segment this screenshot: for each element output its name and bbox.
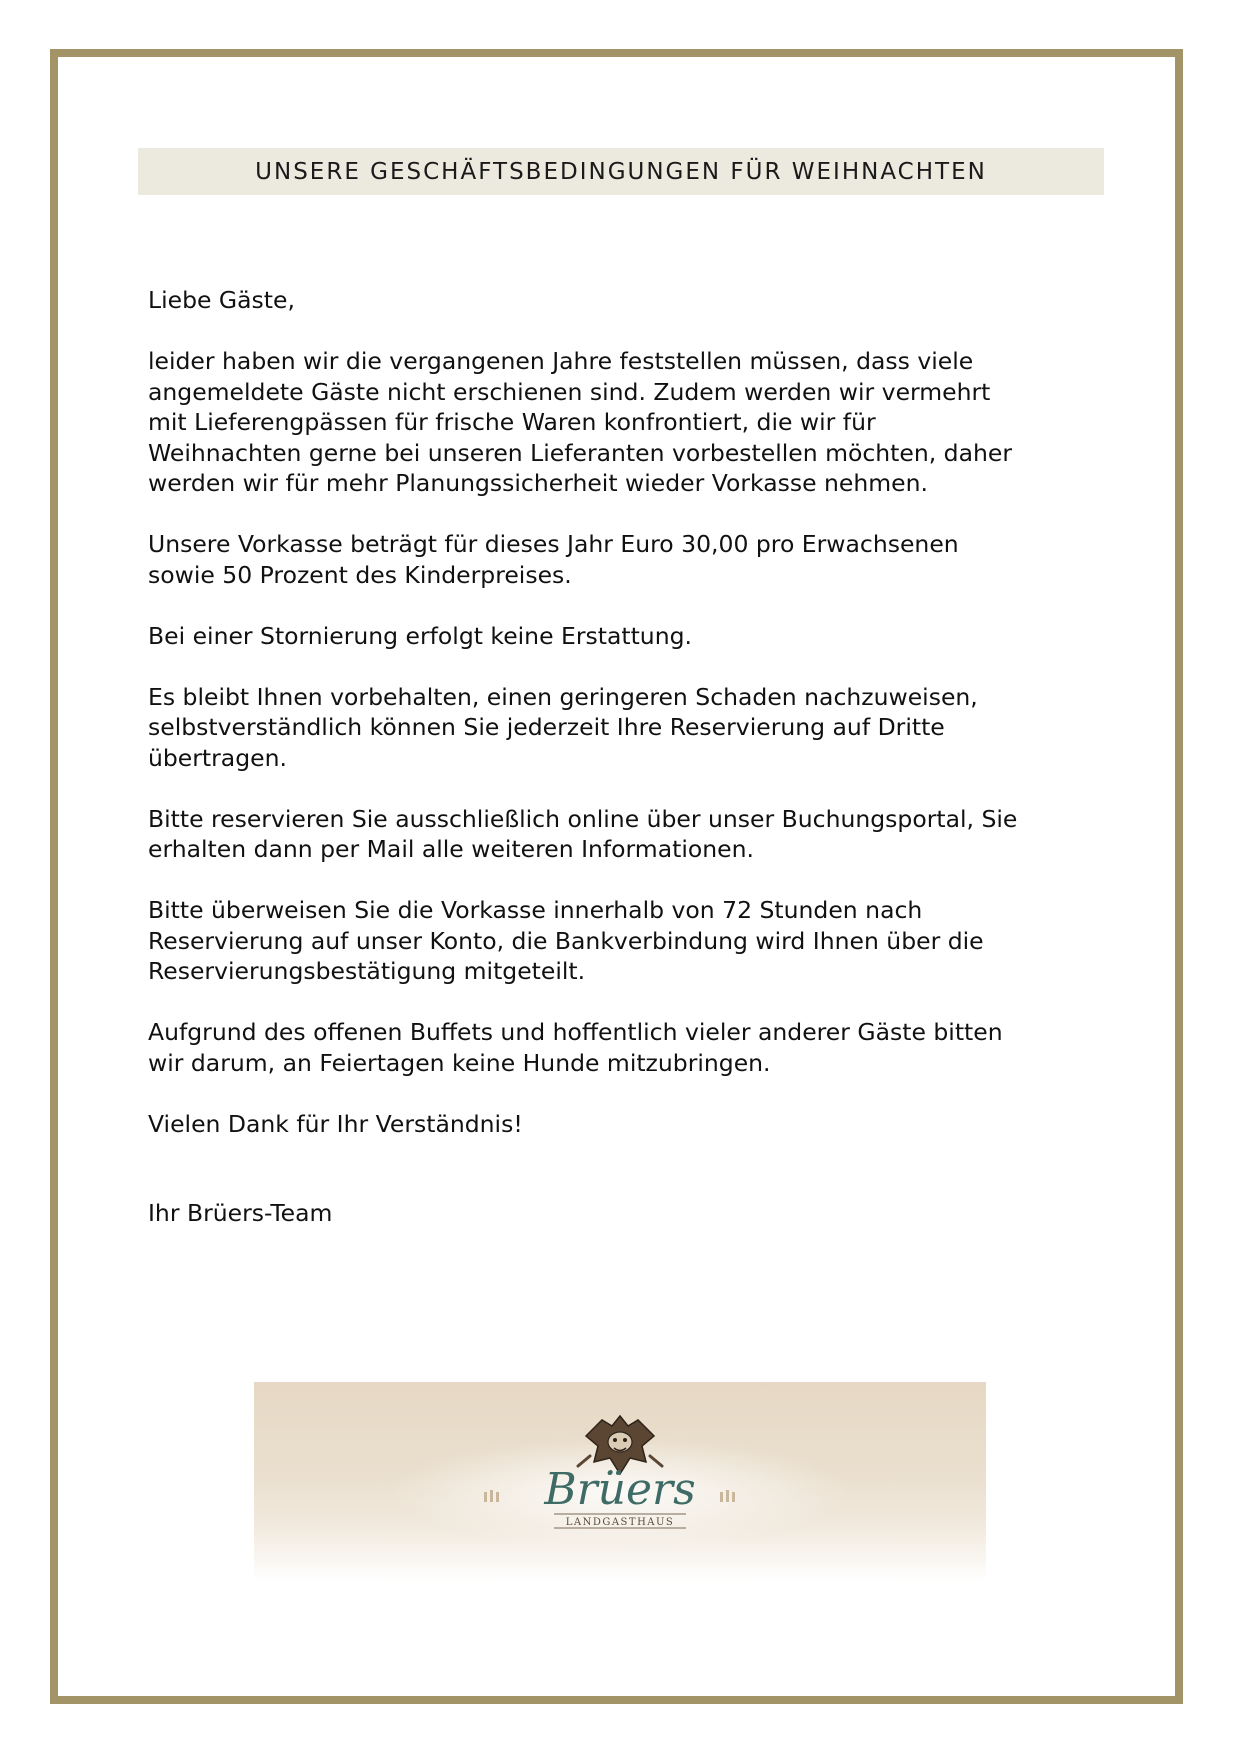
text-line: Es bleibt Ihnen vorbehalten, einen geringeren Schaden nachzuweisen,	[148, 682, 978, 711]
brueers-logo	[254, 1382, 986, 1582]
text-line: Bei einer Stornierung erfolgt keine Erstattung.	[148, 621, 692, 650]
text-line: Reservierung auf unser Konto, die Bankverbindung wird Ihnen über die	[148, 926, 984, 955]
text-line: mit Lieferengpässen für frische Waren konfrontiert, die wir für	[148, 408, 876, 436]
paragraph-schaden	[148, 682, 1108, 774]
signature: Ihr Brüers-Team	[148, 1199, 333, 1227]
paragraph-ueberweisung	[148, 895, 1108, 987]
text-line: Vielen Dank für Ihr Verständnis!	[148, 1109, 523, 1138]
logo-subtitle: LANDGASTHAUS	[565, 1517, 675, 1528]
title-banner	[138, 148, 1104, 195]
paragraph-reservierung	[148, 804, 1108, 865]
paragraph-vorkasse-amount	[148, 529, 1108, 590]
text-line: leider haben wir die vergangenen Jahre feststellen müssen, dass viele	[148, 347, 974, 375]
text-line: Bitte reservieren Sie ausschließlich online über unser Buchungsportal, Sie	[148, 804, 1018, 833]
text-line: Unsere Vorkasse beträgt für dieses Jahr Euro 30,00 pro Erwachsenen	[148, 530, 959, 558]
paragraph-hunde	[148, 1017, 1108, 1078]
text-line: wir darum, an Feiertagen keine Hunde mitzubringen.	[148, 1048, 771, 1077]
paragraph-vorkasse-intro	[148, 346, 1108, 499]
ornament-left-icon	[484, 1490, 499, 1502]
ornament-right-icon	[720, 1490, 735, 1502]
text-line: angemeldete Gäste nicht erschienen sind. Zudem werden wir vermehrt	[148, 377, 991, 406]
text-line: übertragen.	[148, 743, 287, 772]
text-line: selbstverständlich können Sie jederzeit Ihre Reservierung auf Dritte	[148, 713, 945, 741]
text-line: werden wir für mehr Planungssicherheit wieder Vorkasse nehmen.	[148, 469, 928, 497]
letter-body	[148, 285, 1108, 1170]
text-line: Weihnachten gerne bei unseren Lieferanten vorbestellen möchten, daher	[148, 438, 1013, 467]
page-title: UNSERE GESCHÄFTSBEDINGUNGEN FÜR WEIHNACHTEN	[255, 158, 987, 185]
text-line: Bitte überweisen Sie die Vorkasse innerhalb von 72 Stunden nach	[148, 896, 923, 924]
text-line: Reservierungsbestätigung mitgeteilt.	[148, 957, 586, 985]
logo-banner	[254, 1382, 986, 1582]
greeting: Liebe Gäste,	[148, 286, 295, 314]
text-line: sowie 50 Prozent des Kinderpreises.	[148, 560, 572, 589]
paragraph-dank	[148, 1109, 1108, 1140]
text-line: erhalten dann per Mail alle weiteren Informationen.	[148, 835, 754, 863]
paragraph-storno	[148, 621, 1108, 652]
text-line: Aufgrund des offenen Buffets und hoffentlich vieler anderer Gäste bitten	[148, 1018, 1003, 1046]
logo-wordmark: Brüers	[544, 1464, 696, 1515]
